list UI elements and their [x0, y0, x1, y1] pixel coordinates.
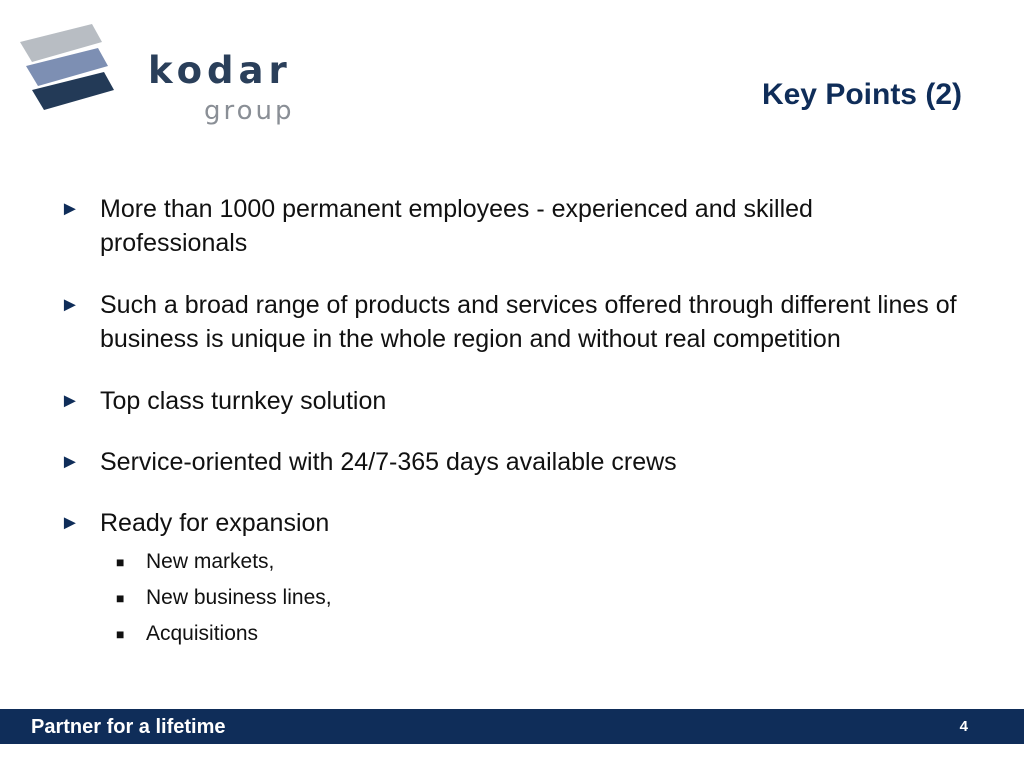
- kodar-group-logo: [18, 22, 295, 126]
- triangle-bullet-icon: ►: [60, 294, 80, 316]
- sub-bullet-text: Acquisitions: [146, 622, 259, 645]
- sub-bullet-text: New business lines,: [146, 586, 332, 609]
- triangle-bullet-icon: ►: [60, 198, 80, 220]
- sub-bullet-text: New markets,: [146, 550, 275, 573]
- logo-wordmark-group: group: [204, 96, 295, 126]
- square-bullet-icon: ■: [116, 590, 125, 606]
- bullet-text: Ready for expansion: [100, 509, 330, 537]
- square-bullet-icon: ■: [116, 554, 125, 570]
- footer-tagline: Partner for a lifetime: [31, 716, 226, 738]
- sub-bullet-item: [116, 616, 960, 652]
- bullet-text: More than 1000 permanent employees - experienced and skilled professionals: [100, 195, 813, 257]
- bullet-text: Such a broad range of products and services offered through different lines of business is unique in the whole region and without real competition: [100, 291, 957, 353]
- sub-bullet-item: [116, 544, 960, 580]
- bullet-item: [60, 506, 960, 540]
- page-number: 4: [959, 718, 968, 735]
- footer-bar: [0, 709, 1024, 744]
- slide-title: Key Points (2): [761, 78, 962, 111]
- kodar-stacked-chevrons-icon: [18, 22, 128, 122]
- bullet-item: [60, 192, 960, 260]
- bullet-text: Top class turnkey solution: [100, 387, 387, 415]
- triangle-bullet-icon: ►: [60, 512, 80, 534]
- logo-wordmark-kodar: kodar: [148, 49, 292, 92]
- triangle-bullet-icon: ►: [60, 451, 80, 473]
- sub-bullet-list: [116, 544, 960, 652]
- bullet-text: Service-oriented with 24/7-365 days available crews: [100, 448, 677, 476]
- bullet-item: [60, 288, 960, 356]
- sub-bullet-item: [116, 580, 960, 616]
- square-bullet-icon: ■: [116, 626, 125, 642]
- triangle-bullet-icon: ►: [60, 390, 80, 412]
- bullet-list: [60, 192, 960, 652]
- bullet-item: [60, 384, 960, 418]
- bullet-item: [60, 445, 960, 479]
